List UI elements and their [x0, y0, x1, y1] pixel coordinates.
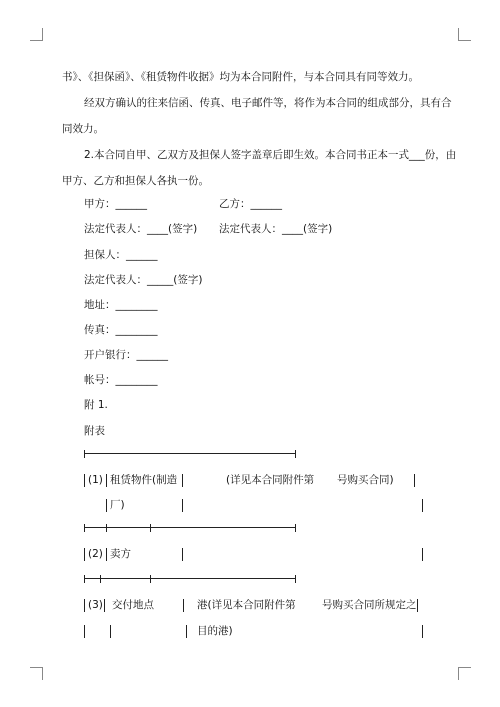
table-row3-name: 交付地点	[112, 599, 154, 611]
table-tick	[100, 575, 101, 583]
table-row1-number: (1)	[88, 474, 103, 486]
fax-line: 传真：________	[84, 324, 158, 336]
table-border	[414, 474, 415, 487]
table-row1-name: 租赁物件(制造	[110, 474, 178, 486]
table-border	[182, 548, 183, 561]
table-tick	[84, 450, 85, 458]
table-border	[84, 474, 85, 487]
table-border	[422, 625, 423, 638]
legal-rep-guarantor-line: 法定代表人：_____(签字)	[84, 274, 203, 286]
legal-rep-a-line: 法定代表人：____(签字)	[84, 223, 198, 235]
party-a-line: 甲方：______	[84, 198, 147, 210]
address-line: 地址：________	[84, 299, 158, 311]
table-border	[186, 625, 187, 638]
table-border	[110, 625, 111, 638]
table-border	[106, 474, 107, 487]
table-tick	[84, 524, 85, 532]
account-line: 帐号：________	[84, 374, 158, 386]
table-tick	[295, 450, 296, 458]
crop-mark-top-right	[458, 28, 471, 41]
table-row1-description-end: 号购买合同)	[337, 474, 394, 486]
table-row3-number: (3)	[88, 599, 103, 611]
party-b-line: 乙方：______	[219, 198, 282, 210]
paragraph-correspondence-line2: 同效力。	[62, 123, 104, 135]
bank-line: 开户银行：______	[84, 349, 168, 361]
table-row1-description: (详见本合同附件第	[226, 474, 315, 486]
table-border	[106, 548, 107, 561]
paragraph-correspondence-line1: 经双方确认的往来信函、传真、电子邮件等，将作为本合同的组成部分，具有合	[84, 97, 452, 109]
legal-rep-b-line: 法定代表人：____(签字)	[219, 223, 333, 235]
table-rule-row2	[84, 578, 295, 579]
table-row2-name: 卖方	[110, 548, 131, 560]
paragraph-effectiveness-line1: 2.本合同自甲、乙双方及担保人签字盖章后即生效。本合同书正本一式___份，由	[84, 149, 457, 161]
crop-mark-bottom-right	[458, 667, 471, 680]
table-border	[182, 474, 183, 487]
table-border	[422, 499, 423, 512]
table-row3-description-end: 号购买合同所规定之	[322, 599, 417, 611]
paragraph-effectiveness-line2: 甲方、乙方和担保人各执一份。	[62, 175, 209, 187]
table-border	[106, 499, 107, 512]
attachment-table-title: 附表	[84, 425, 105, 437]
crop-mark-top-left	[30, 28, 43, 41]
table-row3-description-continued: 目的港)	[197, 625, 233, 637]
table-rule-row1	[84, 527, 295, 528]
crop-mark-bottom-left	[30, 667, 43, 680]
table-row2-number: (2)	[88, 548, 103, 560]
table-border	[417, 599, 418, 612]
table-tick	[150, 524, 151, 532]
table-border	[104, 599, 105, 612]
table-tick	[150, 575, 151, 583]
table-border	[422, 548, 423, 561]
table-border	[84, 625, 85, 638]
table-tick	[106, 524, 107, 532]
table-rule-top	[84, 453, 295, 454]
table-tick	[295, 575, 296, 583]
table-tick	[84, 575, 85, 583]
table-border	[84, 548, 85, 561]
table-border	[182, 499, 183, 512]
attachment-heading: 附 1.	[84, 399, 108, 411]
table-border	[84, 599, 85, 612]
table-border	[183, 599, 184, 612]
table-tick	[295, 524, 296, 532]
paragraph-attachments: 书》、《担保函》、《租赁物件收据》均为本合同附件，与本合同具有同等效力。	[62, 71, 419, 83]
guarantor-line: 担保人：______	[84, 249, 158, 261]
table-row1-name-continued: 厂)	[110, 499, 125, 511]
table-row3-description: 港(详见本合同附件第	[197, 599, 296, 611]
